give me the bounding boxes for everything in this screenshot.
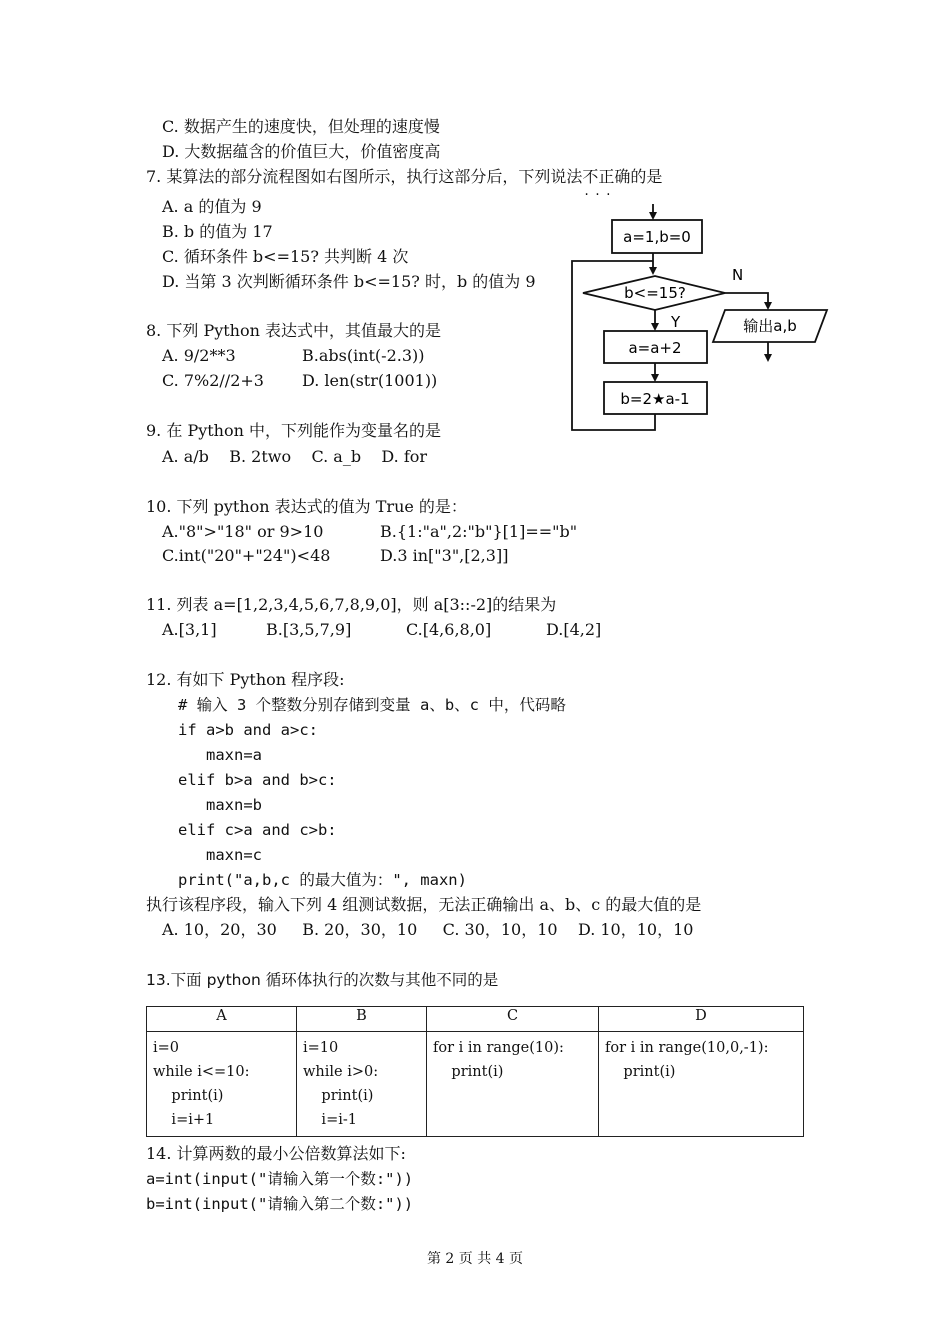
q13-stem: 13.下面 python 循环体执行的次数与其他不同的是 <box>146 971 499 989</box>
q11-stem: 11. 列表 a=[1,2,3,4,5,6,7,8,9,0]，则 a[3::-2]的结果为 <box>146 595 557 614</box>
table-cell-d: for i in range(10,0,-1): print(i) <box>599 1032 804 1137</box>
q11-option-d: D.[4,2] <box>546 620 602 639</box>
q7-emphasis: 不正确 . . . <box>582 166 630 188</box>
table-header-c: C <box>427 1007 599 1032</box>
table-header-b: B <box>297 1007 427 1032</box>
q12-code-line: maxn=c <box>178 846 262 864</box>
flow-init-text: a=1,b=0 <box>623 228 691 246</box>
q12-code-line: maxn=a <box>178 746 262 764</box>
flow-step1-text: a=a+2 <box>628 339 682 357</box>
q14-code-line: b=int(input("请输入第二个数:")) <box>146 1195 414 1213</box>
q12-stem: 12. 有如下 Python 程序段: <box>146 670 345 689</box>
q12-code-line: print("a,b,c 的最大值为：", maxn) <box>178 871 467 889</box>
table-cell-c: for i in range(10): print(i) <box>427 1032 599 1137</box>
q8-option-b: B.abs(int(-2.3)) <box>302 346 425 365</box>
q12-options: A. 10，20，30 B. 20，30，10 C. 30，10，10 D. 10，10，10 <box>162 920 694 939</box>
q10-option-b: B.{1:"a",2:"b"}[1]=="b" <box>380 522 578 541</box>
flow-step2-text: b=2★a-1 <box>620 390 690 408</box>
q12-code-line: elif c>a and c>b: <box>178 821 337 839</box>
q7-stem-text: 7. 某算法的部分流程图如右图所示，执行这部分后，下列说法 <box>146 167 583 186</box>
table-cell-a: i=0 while i<=10: print(i) i=i+1 <box>147 1032 297 1137</box>
q14-code-line: a=int(input("请输入第一个数:")) <box>146 1170 414 1188</box>
table-header-a: A <box>147 1007 297 1032</box>
flow-yes-label: Y <box>671 313 681 331</box>
q13-table <box>146 1006 804 1137</box>
q12-question: 执行该程序段，输入下列 4 组测试数据，无法正确输出 a、b、c 的最大值的是 <box>146 895 702 914</box>
flow-output-text: 输出a,b <box>743 317 797 335</box>
q9-stem: 9. 在 Python 中，下列能作为变量名的是 <box>146 421 442 440</box>
q11-option-c: C.[4,6,8,0] <box>406 620 492 639</box>
q7-option-b: B. b 的值为 17 <box>162 222 273 241</box>
q7-stem-end: 的是 <box>630 167 663 186</box>
page-footer: 第 2 页 共 4 页 <box>426 1251 524 1267</box>
flow-no-label: N <box>732 266 744 284</box>
q12-code-line: maxn=b <box>178 796 262 814</box>
table-header-d: D <box>599 1007 804 1032</box>
q11-option-b: B.[3,5,7,9] <box>266 620 352 639</box>
q7-option-a: A. a 的值为 9 <box>162 197 262 216</box>
q10-option-d: D.3 in["3",[2,3]] <box>380 546 509 565</box>
q10-option-c: C.int("20"+"24")<48 <box>162 546 331 565</box>
q6-option-d: D. 大数据蕴含的价值巨大，价值密度高 <box>162 142 441 161</box>
flow-arrow-no <box>725 293 768 308</box>
table-cell-b: i=10 while i>0: print(i) i=i-1 <box>297 1032 427 1137</box>
q10-option-a: A."8">"18" or 9>10 <box>162 522 324 541</box>
table-row <box>147 1032 804 1137</box>
q12-code-line: if a>b and a>c: <box>178 721 318 739</box>
q8-option-c: C. 7%2//2+3 <box>162 371 264 390</box>
q12-code-line: # 输入 3 个整数分别存储到变量 a、b、c 中，代码略 <box>178 696 566 714</box>
flow-condition-text: b<=15? <box>624 284 686 302</box>
q6-option-c: C. 数据产生的速度快，但处理的速度慢 <box>162 117 440 136</box>
q7-stem <box>146 166 662 188</box>
q8-option-d: D. len(str(1001)) <box>302 371 438 390</box>
q8-stem: 8. 下列 Python 表达式中，其值最大的是 <box>146 321 442 340</box>
q9-options: A. a/b B. 2two C. a_b D. for <box>162 447 428 466</box>
q7-option-d: D. 当第 3 次判断循环条件 b<=15? 时，b 的值为 9 <box>162 272 536 291</box>
q12-code-line: elif b>a and b>c: <box>178 771 337 789</box>
q8-option-a: A. 9/2**3 <box>162 346 236 365</box>
table-header-row <box>147 1007 804 1032</box>
flowchart <box>565 198 835 443</box>
q7-option-c: C. 循环条件 b<=15? 共判断 4 次 <box>162 247 409 266</box>
q14-stem: 14. 计算两数的最小公倍数算法如下: <box>146 1144 406 1163</box>
q11-option-a: A.[3,1] <box>162 620 217 639</box>
q10-stem: 10. 下列 python 表达式的值为 True 的是： <box>146 497 467 516</box>
